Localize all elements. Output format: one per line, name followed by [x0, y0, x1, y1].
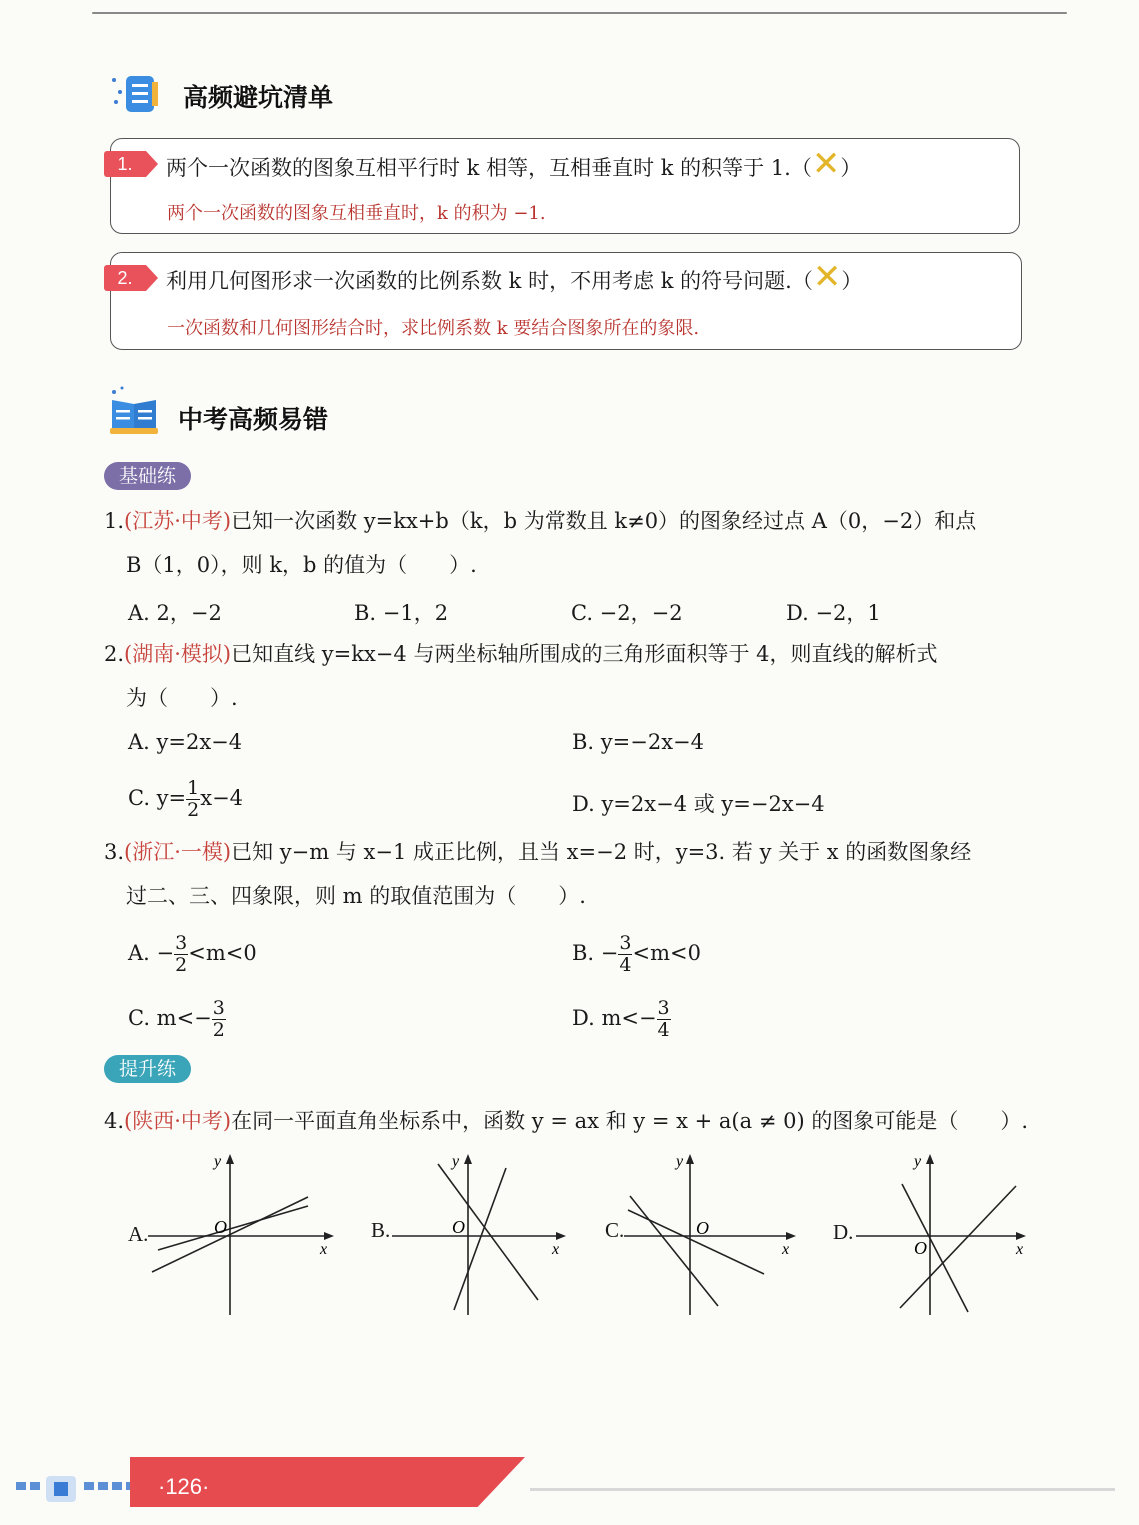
graph-c-y: y — [676, 1153, 684, 1170]
q2-optc-pre: C. y= — [128, 786, 187, 810]
numerator: 3 — [212, 997, 225, 1019]
graph-b-y: y — [452, 1153, 460, 1170]
q1-number: 1. — [104, 509, 125, 533]
q4-number: 4. — [104, 1109, 125, 1133]
graph-d[interactable] — [856, 1150, 1036, 1315]
q3-line1: 已知 y−m 与 x−1 成正比例，且当 x=−2 时，y=3. 若 y 关于 x 的函数图象经 — [231, 840, 972, 864]
q3-line2: 过二、三、四象限，则 m 的取值范围为（ ）. — [126, 884, 586, 908]
pitfall-text-1: 两个一次函数的图象互相平行时 k 相等，互相垂直时 k 的积等于 1.（ — [166, 156, 812, 180]
tag-advanced-practice: 提升练 — [104, 1055, 191, 1083]
pitfall-number-1: 1. — [104, 151, 146, 177]
checklist-icon — [108, 72, 160, 116]
graph-b-label[interactable]: B. — [371, 1218, 391, 1242]
q2-source: (湖南·模拟) — [124, 642, 232, 666]
numerator: 3 — [175, 932, 188, 954]
q1-source: (江苏·中考) — [124, 509, 232, 533]
q3-option-a[interactable] — [128, 933, 257, 976]
denominator: 2 — [175, 954, 188, 976]
q3-optc-pre: C. m<− — [128, 1006, 212, 1030]
q2-option-d[interactable]: D. y=2x−4 或 y=−2x−4 — [572, 792, 825, 816]
pitfall-note-1: 两个一次函数的图象互相垂直时，k 的积为 −1. — [167, 203, 546, 224]
cross-mark-icon: ✕ — [811, 144, 841, 184]
q2-number: 2. — [104, 642, 125, 666]
q2-option-b[interactable]: B. y=−2x−4 — [572, 730, 704, 754]
q3-opta-post: <m<0 — [188, 941, 257, 965]
fraction — [618, 933, 632, 976]
question-1 — [104, 499, 1034, 587]
question-3 — [104, 830, 1034, 918]
graph-d-origin: O — [914, 1238, 927, 1258]
denominator: 2 — [187, 799, 200, 821]
pitfall-close-2: ） — [841, 269, 863, 293]
q3-optb-pre: B. − — [572, 941, 619, 965]
q1-option-b[interactable]: B. −1，2 — [354, 601, 449, 625]
fraction — [186, 778, 200, 821]
question-4 — [104, 1099, 1034, 1143]
graph-b[interactable] — [392, 1150, 572, 1315]
pitfall-number-2: 2. — [104, 265, 146, 291]
q3-option-b[interactable] — [572, 933, 701, 976]
top-rule — [92, 12, 1067, 14]
numerator: 1 — [187, 777, 200, 799]
q1-option-c[interactable]: C. −2，−2 — [571, 601, 683, 625]
book-icon — [106, 386, 162, 438]
denominator: 2 — [212, 1019, 225, 1041]
q3-opta-pre: A. − — [128, 941, 175, 965]
q4-source: (陕西·中考) — [124, 1109, 232, 1133]
denominator: 4 — [657, 1019, 670, 1041]
q2-line1: 已知直线 y=kx−4 与两坐标轴所围成的三角形面积等于 4，则直线的解析式 — [231, 642, 938, 666]
graph-c[interactable] — [624, 1150, 804, 1315]
pitfall-text-2: 利用几何图形求一次函数的比例系数 k 时，不用考虑 k 的符号问题.（ — [166, 269, 813, 293]
denominator: 4 — [619, 954, 632, 976]
numerator: 3 — [619, 932, 632, 954]
graph-d-y: y — [914, 1153, 922, 1170]
q3-optb-post: <m<0 — [632, 941, 701, 965]
pitfall-statement-1 — [166, 144, 862, 184]
graph-c-label[interactable]: C. — [605, 1218, 625, 1242]
tag-basic-practice: 基础练 — [104, 462, 191, 490]
footer-decoration-icon — [14, 1472, 144, 1506]
q2-option-c[interactable] — [128, 778, 243, 821]
q3-optd-pre: D. m<− — [572, 1006, 657, 1030]
graph-b-origin: O — [452, 1217, 465, 1237]
graph-d-label[interactable]: D. — [833, 1220, 854, 1244]
page-number: ·126· — [158, 1474, 210, 1499]
section-title-pitfalls: 高频避坑清单 — [183, 83, 334, 112]
graph-a[interactable] — [148, 1150, 338, 1315]
q3-source: (浙江·一模) — [124, 840, 232, 864]
q4-text: 在同一平面直角坐标系中，函数 y = ax 和 y = x + a(a ≠ 0) 的图象可能是（ ）. — [231, 1109, 1028, 1133]
numerator: 3 — [657, 997, 670, 1019]
fraction — [657, 998, 671, 1041]
section-title-frequent-errors: 中考高频易错 — [178, 405, 329, 434]
q1-line2: B（1，0），则 k，b 的值为（ ）. — [126, 553, 477, 577]
q2-option-a[interactable]: A. y=2x−4 — [128, 730, 243, 754]
q1-option-a[interactable]: A. 2，−2 — [128, 601, 222, 625]
q1-line1: 已知一次函数 y=kx+b（k，b 为常数且 k≠0）的图象经过点 A（0，−2）和点 — [231, 509, 977, 533]
graph-c-x: x — [782, 1241, 790, 1258]
q3-number: 3. — [104, 840, 125, 864]
q3-option-c[interactable] — [128, 998, 226, 1041]
q2-line2: 为（ ）. — [126, 686, 238, 710]
graph-d-x: x — [1016, 1241, 1024, 1258]
graph-a-y: y — [214, 1153, 222, 1170]
graph-c-origin: O — [696, 1218, 709, 1238]
q3-option-d[interactable] — [572, 998, 671, 1041]
footer-rule — [530, 1488, 1115, 1491]
q1-option-d[interactable]: D. −2，1 — [786, 601, 881, 625]
fraction — [174, 933, 188, 976]
cross-mark-icon: ✕ — [812, 257, 842, 297]
graph-a-label[interactable]: A. — [128, 1222, 149, 1246]
graph-b-x: x — [552, 1241, 560, 1258]
q2-optc-post: x−4 — [200, 786, 244, 810]
fraction — [212, 998, 226, 1041]
pitfall-statement-2 — [166, 257, 863, 297]
graph-a-origin: O — [214, 1217, 227, 1237]
pitfall-close-1: ） — [840, 156, 862, 180]
graph-a-x: x — [320, 1241, 328, 1258]
pitfall-note-2: 一次函数和几何图形结合时，求比例系数 k 要结合图象所在的象限. — [167, 318, 700, 339]
question-2 — [104, 632, 1034, 720]
